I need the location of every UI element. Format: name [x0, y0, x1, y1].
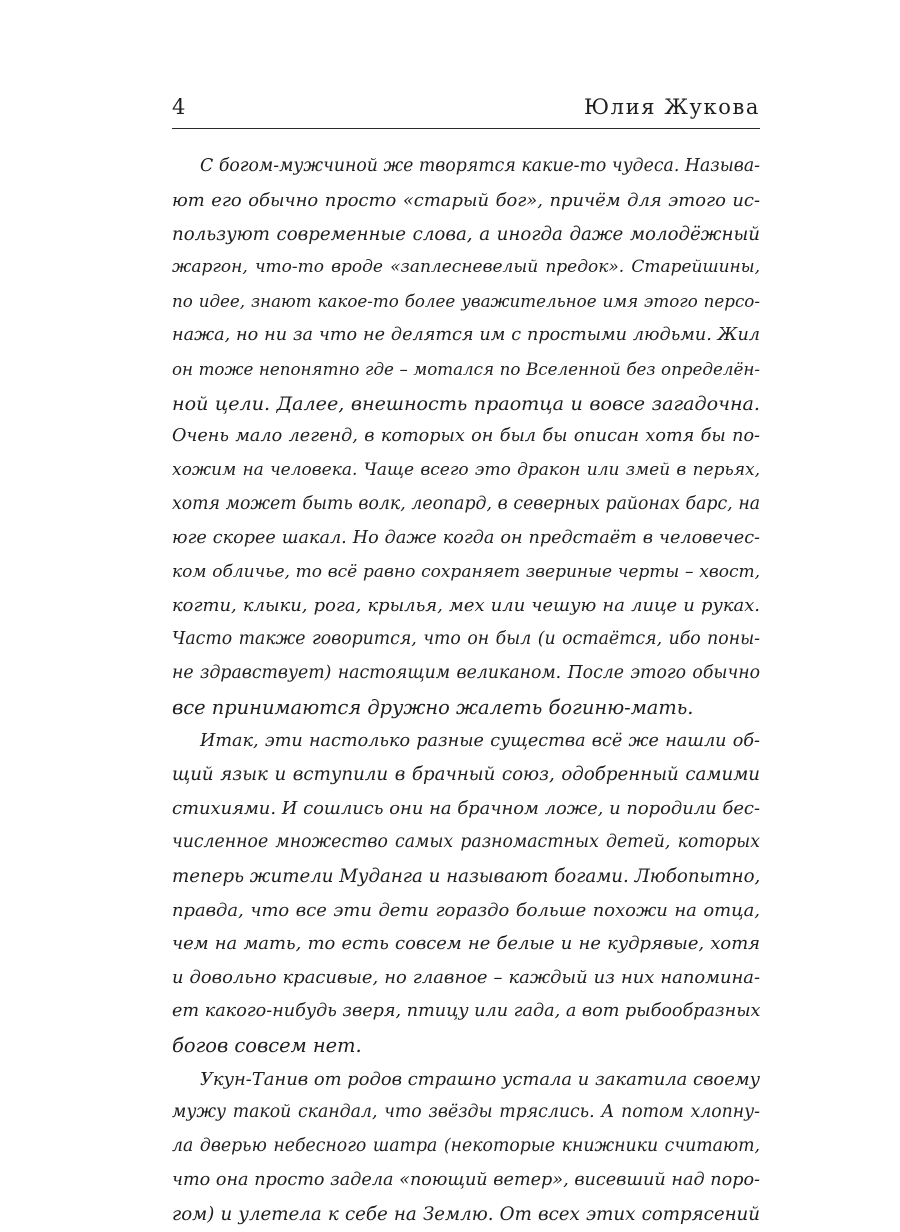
text-line: богов совсем нет. — [172, 1033, 362, 1057]
author-name: Юлия Жукова — [584, 95, 760, 119]
text-line: ла дверью небесного шатра (некоторые книжники считают, — [172, 1136, 760, 1157]
text-line: нажа, но ни за что не делятся им с простыми людьми. Жил — [172, 324, 760, 345]
text-line: численное множество самых разномастных детей, которых — [172, 831, 760, 852]
body-text — [172, 150, 760, 1232]
paragraph — [172, 150, 760, 725]
paragraph — [172, 1063, 760, 1232]
text-line: гом) и улетела к себе на Землю. От всех этих сотрясений — [172, 1203, 760, 1225]
text-line: теперь жители Муданга и называют богами. Любопытно, — [172, 865, 760, 887]
text-line: щий язык и вступили в брачный союз, одобренный самими — [172, 764, 760, 786]
header-rule — [172, 128, 760, 129]
paragraph — [172, 725, 760, 1063]
text-line: Часто также говорится, что он был (и остаётся, ибо поны- — [172, 629, 760, 650]
text-line: не здравствует) настоящим великаном. После этого обычно — [172, 662, 760, 683]
text-line: ной цели. Далее, внешность праотца и вовсе загадочна. — [172, 391, 760, 415]
text-line: жаргон, что-то вроде «заплесневелый предок». Старейшины, — [172, 257, 760, 278]
text-line: пользуют современные слова, а иногда даже молодёжный — [172, 223, 760, 245]
text-line: он тоже непонятно где – мотался по Вселенной без определён- — [172, 358, 760, 379]
text-line: чем на мать, то есть совсем не белые и не кудрявые, хотя — [172, 933, 760, 955]
text-line: хожим на человека. Чаще всего это дракон или змей в перьях, — [172, 460, 760, 481]
text-line: ют его обычно просто «старый бог», причём для этого ис- — [172, 189, 760, 211]
text-line: Очень мало легенд, в которых он был бы описан хотя бы по- — [172, 426, 760, 447]
text-line: что она просто задела «поющий ветер», висевший над поро- — [172, 1169, 760, 1190]
running-head — [172, 92, 760, 122]
text-line: когти, клыки, рога, крылья, мех или чешую на лице и руках. — [172, 595, 760, 617]
text-line: хотя может быть волк, леопард, в северных районах барс, на — [172, 493, 760, 514]
text-line: стихиями. И сошлись они на брачном ложе, и породили бес- — [172, 798, 760, 820]
page-number: 4 — [172, 95, 186, 119]
text-line: все принимаются дружно жалеть богиню-мать. — [172, 695, 694, 719]
text-line: юге скорее шакал. Но даже когда он предстаёт в человечес- — [172, 527, 760, 548]
text-line: ком обличье, то всё равно сохраняет звериные черты – хвост, — [172, 561, 760, 582]
text-line: правда, что все эти дети гораздо больше похожи на отца, — [172, 899, 760, 921]
text-line: мужу такой скандал, что звёзды тряслись. А потом хлопну- — [172, 1102, 760, 1123]
text-line: Итак, эти настолько разные существа всё же нашли об- — [200, 730, 760, 751]
text-line: С богом-мужчиной же творятся какие-то чудеса. Называ- — [200, 156, 760, 176]
text-line: по идее, знают какое-то более уважительное имя этого персо- — [172, 291, 760, 312]
text-line: ет какого-нибудь зверя, птицу или гада, а вот рыбообразных — [172, 1000, 760, 1021]
text-line: и довольно красивые, но главное – каждый из них напомина- — [172, 967, 760, 989]
text-line: Укун-Танив от родов страшно устала и закатила своему — [200, 1068, 760, 1090]
